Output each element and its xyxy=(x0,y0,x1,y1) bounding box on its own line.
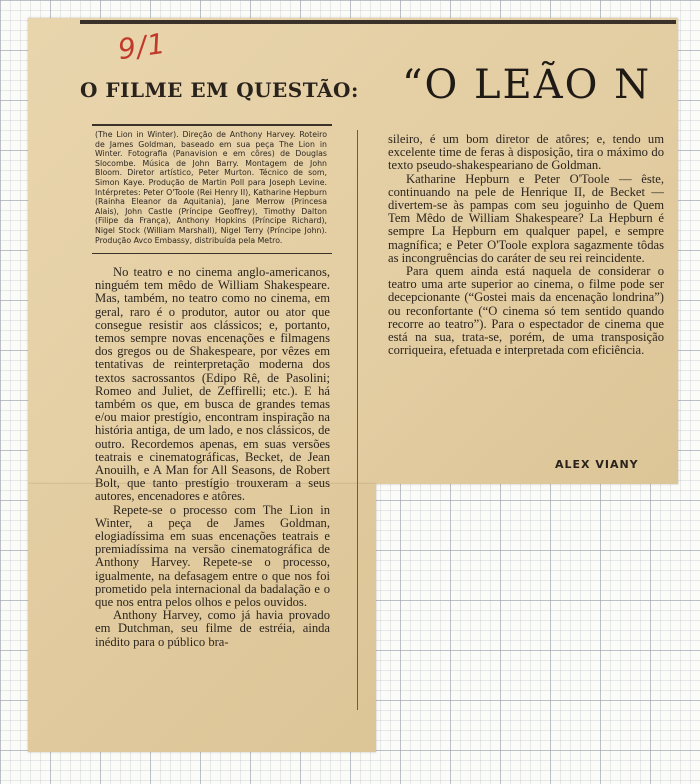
credits-rule-top xyxy=(92,124,332,126)
article-right-column xyxy=(388,133,664,357)
headline: “O LEÃO N xyxy=(402,62,652,108)
headline-container xyxy=(396,58,678,118)
paragraph: Repete-se o processo com The Lion in Winter, a peça de James Goldman, elogiadíssima em suas encenações teatrais e premiadíssima na versão cinematográfica de Anthony Harvey. Repete-se o processo, igualmente, na defasagem entre o que nos foi prometido pela internacional da badalação e o que nos entra pelos olhos e pelos ouvidos. xyxy=(95,502,330,610)
handwritten-note: 9/1 xyxy=(115,26,169,67)
paragraph: Katharine Hepburn e Peter O'Toole — êste, continuando na pele de Henrique II, de Becket — divertem-se às pampas com seu joguinho de Quem Tem Mêdo de William Shakespeare? La Hepburn é sempre La Hepburn em qualquer papel, e sempre magnífica; e Peter O'Toole explora sagazmente tôdas as incongruências do caráter de seu rei reincidente. xyxy=(388,171,664,265)
credits-rule-bottom xyxy=(92,253,332,254)
top-border-rule xyxy=(80,20,676,24)
paragraph: No teatro e no cinema anglo-americanos, ninguém tem mêdo de William Shakespeare. Mas, também, no teatro como no cinema, em geral, raro é o produtor, autor ou ator que consegue resistir aos clássicos; e, portanto, temos sempre novas encenações e filmagens dos gregos ou de Shakespeare, por vêzes em tentativas de reinterpretação moderna dos textos sacrossantos (Edipo Rê, de Pasolini; Romeo and Juliet, de Zeffirelli; etc.). E há também os que, em busca de grandes temas e/ou maior prestígio, encontram inspiração na história antiga, de um lado, e nos clássicos, de outro. Recordemos apenas, em suas versões teatrais e cinematográficas, Becket, de Jean Anouilh, e A Man for All Seasons, de Robert Bolt, que tanto prestígio trouxeram a seus autores, encenadores e atôres. xyxy=(95,265,330,504)
column-separator xyxy=(357,130,358,710)
film-credits: (The Lion in Winter). Direção de Anthony Harvey. Roteiro de James Goldman, baseado em sua peça The Lion in Winter. Fotografia (Panavision e em côres) de Douglas Slocombe. Música de John Barry. Montagem de John Bloom. Diretor artístico, Peter Murton. Técnico de som, Simon Kaye. Produção de Martin Poll para Joseph Levine. Intérpretes: Peter O'Toole (Rei Henry II), Katharine Hepburn (Rainha Eleanor da Aquitania), Jane Merrow (Princesa Alais), John Castle (Príncipe Geoffrey), Timothy Dalton (Filipe da França), Anthony Hopkins (Príncipe Richard), Nigel Stock (William Marshall), Nigel Terry (Príncipe John). Produção Avco Embassy, distribuída pela Metro. xyxy=(95,130,327,245)
paragraph: Anthony Harvey, como já havia provado em Dutchman, seu filme de estréia, ainda inédito para o público bra- xyxy=(95,608,330,649)
section-kicker: O FILME EM QUESTÃO: xyxy=(80,78,359,102)
article-left-column xyxy=(95,266,330,649)
paragraph: sileiro, é um bom diretor de atôres; e, tendo um excelente time de feras à disposição, tira o máximo do texto pseudo-shakespeariano de Goldman. xyxy=(388,132,664,173)
author-signature: ALEX VIANY xyxy=(555,458,639,471)
paragraph: Para quem ainda está naquela de considerar o teatro uma arte superior ao cinema, o filme pode ser decepcionante (“Gostei mais da encenação londrina”) ou reconfortante (“O cinema só tem sentido quando recorre ao teatro”). Para o espectador de cinema que está na sua, trata-se, porém, de uma transposição corriqueira, efetuada e interpretada com eficiência. xyxy=(388,264,664,358)
